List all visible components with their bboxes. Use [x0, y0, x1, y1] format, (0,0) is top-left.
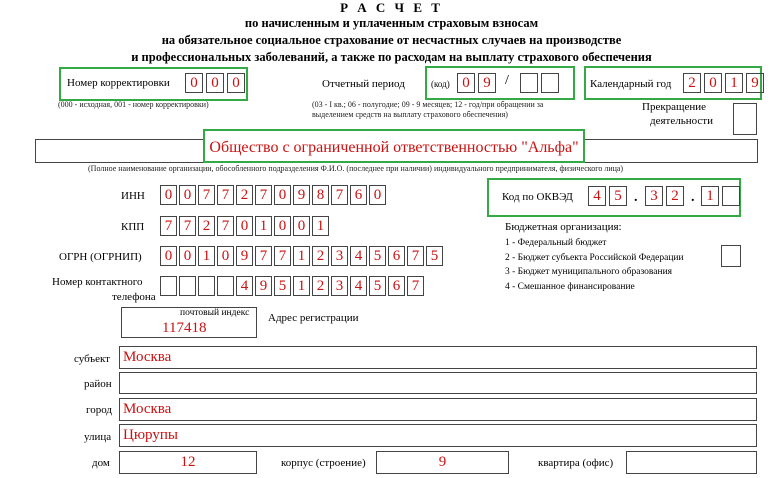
phone-digit[interactable]: 4 — [236, 276, 253, 296]
ogrn-cells[interactable] — [160, 246, 445, 266]
ogrn-digit[interactable]: 6 — [388, 246, 405, 266]
year-cells[interactable] — [683, 73, 767, 93]
phone-digit[interactable]: 7 — [407, 276, 424, 296]
period-note-line-1: (03 - I кв.; 06 - полугодие; 09 - 9 месяцев; 12 - год/при обращении за — [312, 100, 544, 109]
correction-digit[interactable]: 0 — [185, 73, 203, 93]
budget-item: 1 - Федеральный бюджет — [505, 238, 607, 248]
phone-label-line-2: телефона — [112, 291, 156, 303]
ogrn-digit[interactable]: 1 — [198, 246, 215, 266]
phone-digit[interactable]: 9 — [255, 276, 272, 296]
year-digit[interactable]: 9 — [746, 73, 764, 93]
year-digit[interactable]: 0 — [704, 73, 722, 93]
ogrn-digit[interactable]: 7 — [274, 246, 291, 266]
okved-group-1[interactable] — [588, 186, 630, 206]
form-subtitle-line-2: на обязательное социальное страхование от несчастных случаев на производстве — [161, 33, 622, 47]
correction-label: Номер корректировки — [67, 77, 170, 89]
okved-digit[interactable]: 2 — [666, 186, 684, 206]
ogrn-digit[interactable]: 0 — [217, 246, 234, 266]
kpp-digit[interactable]: 7 — [217, 216, 234, 236]
kpp-digit[interactable]: 0 — [274, 216, 291, 236]
house-label: дом — [92, 457, 110, 469]
okved-group-2[interactable] — [645, 186, 687, 206]
inn-digit[interactable]: 7 — [255, 185, 272, 205]
ogrn-digit[interactable]: 4 — [350, 246, 367, 266]
kpp-digit[interactable]: 7 — [179, 216, 196, 236]
house-field[interactable]: 12 — [119, 451, 257, 474]
phone-digit[interactable] — [160, 276, 177, 296]
inn-digit[interactable]: 9 — [293, 185, 310, 205]
year-label: Календарный год — [590, 78, 672, 90]
period-extra-cells[interactable] — [520, 73, 562, 93]
district-field[interactable] — [119, 372, 757, 394]
period-label: Отчетный период — [322, 78, 405, 90]
kpp-cells[interactable] — [160, 216, 331, 236]
budget-item: 2 - Бюджет субъекта Российской Федерации — [505, 253, 684, 263]
okved-digit[interactable]: 5 — [609, 186, 627, 206]
phone-digit[interactable]: 4 — [350, 276, 367, 296]
okved-digit[interactable] — [722, 186, 740, 206]
budget-title: Бюджетная организация: — [505, 221, 622, 233]
phone-digit[interactable]: 3 — [331, 276, 348, 296]
subject-label: субъект — [74, 353, 110, 365]
phone-digit[interactable]: 2 — [312, 276, 329, 296]
registration-address-label: Адрес регистрации — [268, 312, 359, 324]
year-digit[interactable]: 2 — [683, 73, 701, 93]
phone-digit[interactable]: 5 — [274, 276, 291, 296]
city-field[interactable]: Москва — [119, 398, 757, 421]
street-field[interactable]: Цюрупы — [119, 424, 757, 447]
termination-label-line-2: деятельности — [650, 115, 713, 127]
correction-number-cells[interactable] — [185, 73, 248, 93]
period-separator: / — [505, 73, 509, 88]
inn-digit[interactable]: 0 — [160, 185, 177, 205]
ogrn-digit[interactable]: 5 — [426, 246, 443, 266]
ogrn-digit[interactable]: 7 — [407, 246, 424, 266]
termination-label-line-1: Прекращение — [642, 101, 707, 113]
phone-digit[interactable]: 1 — [293, 276, 310, 296]
form-title: Р А С Ч Е Т — [340, 0, 443, 15]
phone-digit[interactable]: 6 — [388, 276, 405, 296]
period-note-line-2: выделением средств на выплату страхового обеспечения) — [312, 110, 508, 119]
inn-digit[interactable]: 7 — [198, 185, 215, 205]
apartment-field[interactable] — [626, 451, 757, 474]
phone-cells[interactable] — [160, 276, 426, 296]
okved-dot: . — [634, 190, 638, 205]
inn-cells[interactable] — [160, 185, 388, 205]
phone-digit[interactable] — [179, 276, 196, 296]
ogrn-digit[interactable]: 7 — [255, 246, 272, 266]
period-extra-digit[interactable] — [520, 73, 538, 93]
ogrn-digit[interactable]: 0 — [179, 246, 196, 266]
correction-note: (000 - исходная, 001 - номер корректировки) — [58, 100, 209, 109]
inn-digit[interactable]: 0 — [369, 185, 386, 205]
inn-digit[interactable]: 7 — [217, 185, 234, 205]
kpp-digit[interactable]: 1 — [255, 216, 272, 236]
building-label: корпус (строение) — [281, 457, 366, 469]
street-label: улица — [84, 431, 112, 443]
kpp-label: КПП — [121, 221, 145, 233]
correction-digit[interactable]: 0 — [206, 73, 224, 93]
ogrn-digit[interactable]: 5 — [369, 246, 386, 266]
ogrn-digit[interactable]: 2 — [312, 246, 329, 266]
postal-index-label: почтовый индекс — [180, 308, 250, 318]
city-label: город — [86, 404, 113, 416]
apartment-label: квартира (офис) — [538, 457, 614, 469]
period-digit[interactable]: 0 — [457, 73, 475, 93]
ogrn-digit[interactable]: 3 — [331, 246, 348, 266]
kpp-digit[interactable]: 1 — [312, 216, 329, 236]
phone-digit[interactable] — [198, 276, 215, 296]
budget-item: 4 - Смешанное финансирование — [505, 282, 635, 292]
ogrn-label: ОГРН (ОГРНИП) — [59, 251, 142, 263]
termination-checkbox[interactable] — [733, 103, 757, 135]
ogrn-digit[interactable]: 0 — [160, 246, 177, 266]
okved-digit[interactable]: 1 — [701, 186, 719, 206]
okved-label: Код по ОКВЭД — [502, 191, 573, 203]
budget-code-cell[interactable] — [721, 245, 741, 267]
inn-digit[interactable]: 2 — [236, 185, 253, 205]
form-subtitle-line-3: и профессиональных заболеваний, а также по расходам на выплату страхового обеспечения — [131, 50, 652, 64]
district-label: район — [84, 378, 112, 390]
period-code-label: (код) — [431, 79, 450, 89]
inn-digit[interactable]: 0 — [274, 185, 291, 205]
phone-label-line-1: Номер контактного — [52, 276, 143, 288]
inn-digit[interactable]: 0 — [179, 185, 196, 205]
budget-item: 3 - Бюджет муниципального образования — [505, 267, 673, 277]
okved-group-3[interactable] — [701, 186, 743, 206]
okved-digit[interactable]: 3 — [645, 186, 663, 206]
period-digit[interactable]: 9 — [478, 73, 496, 93]
kpp-digit[interactable]: 0 — [236, 216, 253, 236]
correction-digit[interactable]: 0 — [227, 73, 245, 93]
subject-field[interactable]: Москва — [119, 346, 757, 369]
phone-digit[interactable] — [217, 276, 234, 296]
building-field[interactable]: 9 — [376, 451, 509, 474]
inn-digit[interactable]: 6 — [350, 185, 367, 205]
inn-digit[interactable]: 7 — [331, 185, 348, 205]
ogrn-digit[interactable]: 9 — [236, 246, 253, 266]
organization-note: (Полное наименование организации, обособленного подразделения Ф.И.О. (последнее при наличии) индивидуального предпринимателя, физического лица) — [88, 164, 624, 173]
kpp-digit[interactable]: 2 — [198, 216, 215, 236]
postal-index-value: 117418 — [162, 320, 207, 336]
inn-digit[interactable]: 8 — [312, 185, 329, 205]
form-subtitle-line-1: по начисленным и уплаченным страховым взносам — [244, 16, 539, 30]
okved-digit[interactable]: 4 — [588, 186, 606, 206]
organization-name: Общество с ограниченной ответственностью "Альфа" — [209, 139, 579, 156]
ogrn-digit[interactable]: 1 — [293, 246, 310, 266]
kpp-digit[interactable]: 7 — [160, 216, 177, 236]
okved-dot: . — [691, 190, 695, 205]
period-code-cells[interactable] — [457, 73, 499, 93]
inn-label: ИНН — [121, 190, 145, 202]
kpp-digit[interactable]: 0 — [293, 216, 310, 236]
year-digit[interactable]: 1 — [725, 73, 743, 93]
phone-digit[interactable]: 5 — [369, 276, 386, 296]
period-extra-digit[interactable] — [541, 73, 559, 93]
